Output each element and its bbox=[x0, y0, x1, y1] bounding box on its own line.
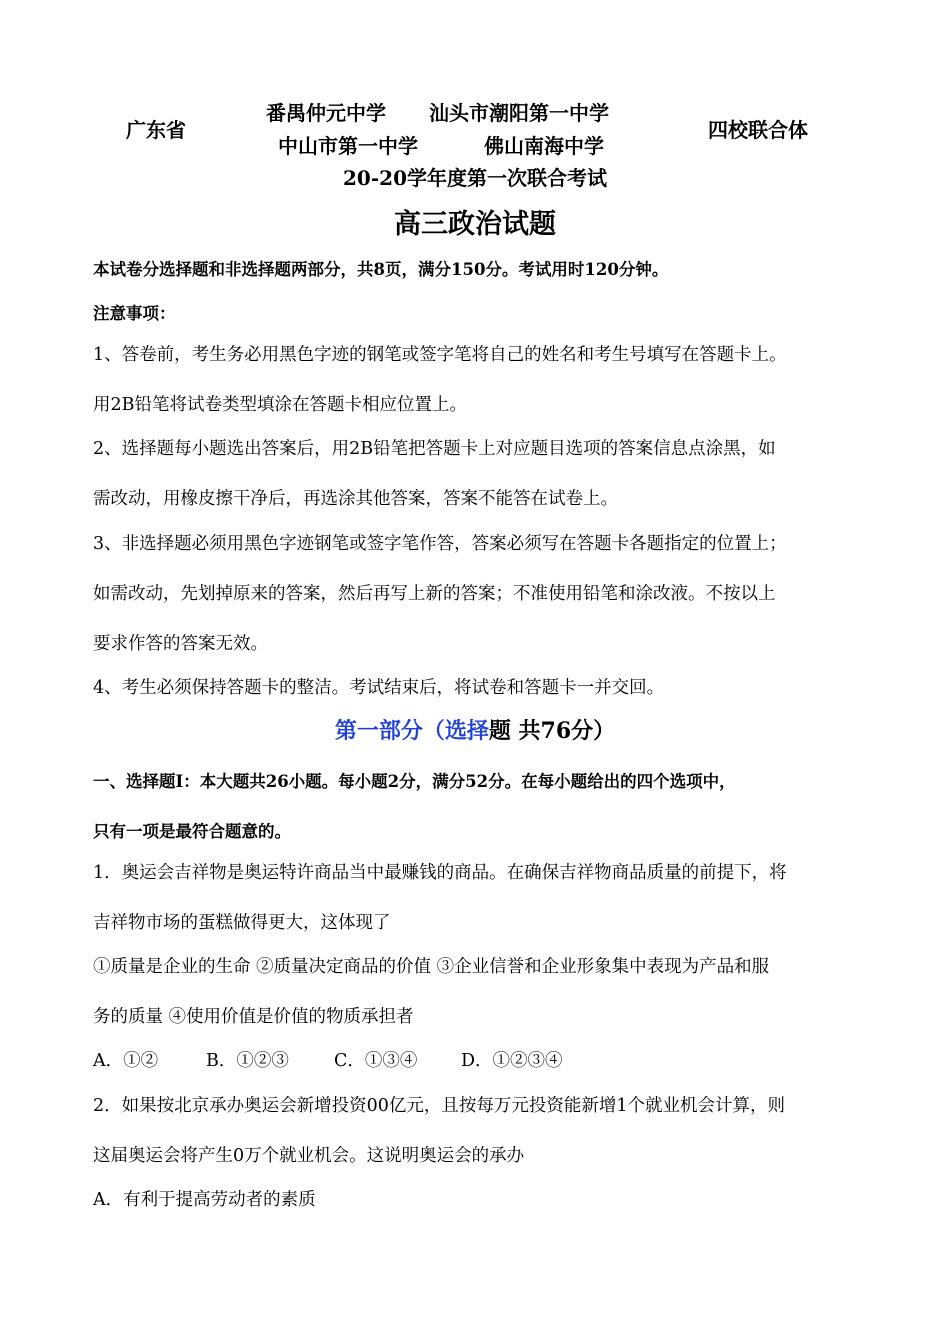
exam-name: 20-20学年度第一次联合考试 bbox=[343, 166, 607, 190]
section-one-heading-cont: 只有一项是最符合题意的。 bbox=[93, 822, 291, 841]
question-1-options bbox=[93, 1047, 563, 1072]
school-name-1: 番禺仲元中学 bbox=[266, 101, 386, 125]
note-line: 要求作答的答案无效。 bbox=[93, 634, 268, 654]
note-line: 3、非选择题必须用黑色字迹钢笔或签字笔作答，答案必须写在答题卡各题指定的位置上； bbox=[93, 534, 787, 554]
question-2-option-a: A．有利于提高劳动者的素质 bbox=[93, 1190, 316, 1210]
question-2-stem: 2．如果按北京承办奥运会新增投资00亿元，且按每万元投资能新增1个就业机会计算，则 bbox=[93, 1096, 786, 1116]
question-1-items: ①质量是企业的生命 ②质量决定商品的价值 ③企业信誉和企业形象集中表现为产品和服 bbox=[93, 957, 770, 977]
school-name-2: 汕头市潮阳第一中学 bbox=[429, 101, 609, 125]
exam-intro: 本试卷分选择题和非选择题两部分，共8页，满分150分。考试用时120分钟。 bbox=[93, 260, 669, 279]
option-a: A．①② bbox=[93, 1051, 159, 1071]
note-line: 用2B铅笔将试卷类型填涂在答题卡相应位置上。 bbox=[93, 395, 467, 415]
note-line: 1、答卷前，考生务必用黑色字迹的钢笔或签字笔将自己的姓名和考生号填写在答题卡上。 bbox=[93, 345, 787, 365]
school-name-3: 中山市第一中学 bbox=[278, 134, 418, 158]
option-d: D．①②③④ bbox=[461, 1051, 563, 1071]
alliance-label: 四校联合体 bbox=[708, 118, 808, 142]
question-1-stem-cont: 吉祥物市场的蛋糕做得更大，这体现了 bbox=[93, 913, 391, 933]
note-line: 4、考生必须保持答题卡的整洁。考试结束后，将试卷和答题卡一并交回。 bbox=[93, 678, 665, 698]
part-one-title-rest: 题 共76分） bbox=[488, 718, 616, 744]
question-1-items-cont: 务的质量 ④使用价值是价值的物质承担者 bbox=[93, 1007, 414, 1027]
question-2-stem-cont: 这届奥运会将产生0万个就业机会。这说明奥运会的承办 bbox=[93, 1146, 525, 1166]
province-label: 广东省 bbox=[126, 118, 186, 142]
note-line: 如需改动，先划掉原来的答案，然后再写上新的答案；不准使用铅笔和涂改液。不按以上 bbox=[93, 584, 776, 604]
option-c: C．①③④ bbox=[334, 1051, 418, 1071]
option-b: B．①②③ bbox=[206, 1051, 289, 1071]
note-line: 2、选择题每小题选出答案后，用2B铅笔把答题卡上对应题目选项的答案信息点涂黑，如 bbox=[93, 439, 776, 459]
part-one-title-blue: 第一部分（选择 bbox=[334, 718, 489, 744]
part-one-title bbox=[0, 714, 950, 745]
question-1-stem: 1．奥运会吉祥物是奥运特许商品当中最赚钱的商品。在确保吉祥物商品质量的前提下，将 bbox=[93, 863, 787, 883]
school-name-4: 佛山南海中学 bbox=[484, 134, 604, 158]
page-title: 高三政治试题 bbox=[394, 209, 556, 240]
note-line: 需改动，用橡皮擦干净后，再选涂其他答案，答案不能答在试卷上。 bbox=[93, 489, 618, 509]
notes-heading: 注意事项： bbox=[93, 304, 176, 323]
section-one-heading: 一、选择题Ⅰ：本大题共26小题。每小题2分，满分52分。在每小题给出的四个选项中， bbox=[93, 772, 736, 791]
